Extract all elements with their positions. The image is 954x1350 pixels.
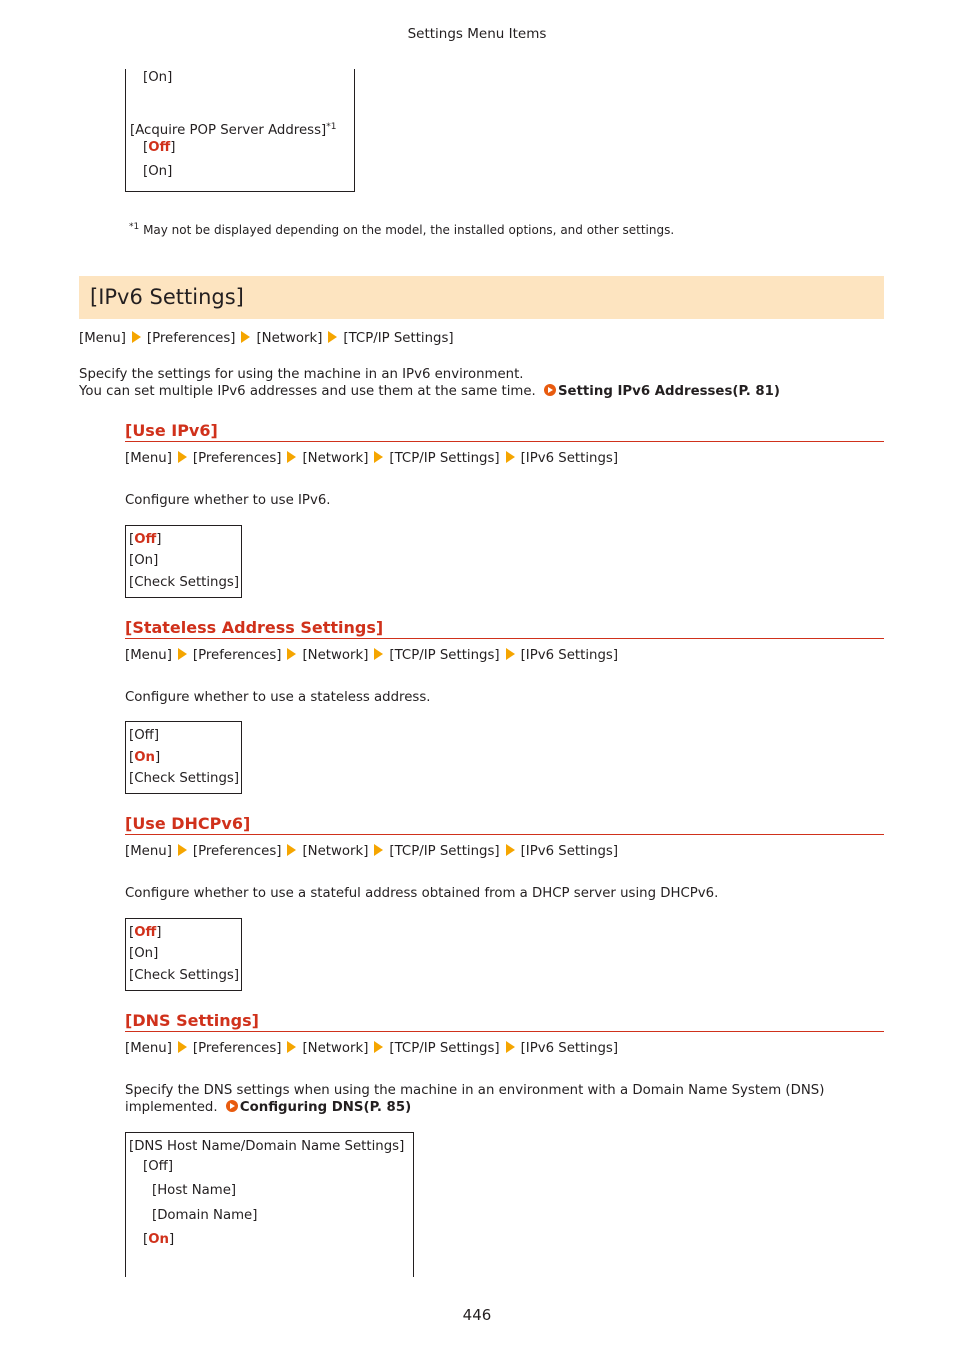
subsection-title-use-ipv6: [Use IPv6] [125,421,884,442]
arrow-icon [506,648,515,660]
stateless-description: Configure whether to use a stateless address. [125,690,431,705]
arrow-icon [506,844,515,856]
option-off: [Off] [129,728,160,743]
domain-name-item: [Domain Name] [152,1208,258,1223]
breadcrumb-main [79,330,454,348]
pop-settings-box [125,69,355,192]
option-check-settings: [Check Settings] [129,968,240,983]
option-off: [Off] [143,1159,174,1174]
arrow-icon [287,648,296,660]
section-description [79,366,780,400]
footnote-mark: *1 [129,222,140,232]
stateless-options-box [125,721,242,794]
on-option-2: [On] [143,164,173,179]
arrow-icon [287,451,296,463]
arrow-icon [178,1041,187,1053]
off-option-default: [Off] [143,140,176,155]
breadcrumb-item: [Preferences] [146,331,236,346]
description-line: You can set multiple IPv6 addresses and use them at the same time. Setting IPv6 Addresses(P. 81) [79,384,781,399]
description-line: Specify the DNS settings when using the machine in an environment with a Domain Name System (DNS) [125,1083,825,1098]
link-arrow-icon [226,1100,238,1112]
dns-options-box [125,1132,414,1277]
breadcrumb-dns: [Menu] [Preferences] [Network] [TCP/IP Settings] [IPv6 Settings] [125,1041,619,1056]
subsection-title-dns: [DNS Settings] [125,1011,884,1032]
arrow-icon [241,331,250,343]
option-on-default: [On] [143,1232,175,1247]
arrow-icon [374,451,383,463]
description-line: Specify the settings for using the machine in an IPv6 environment. [79,367,524,382]
breadcrumb-use-ipv6: [Menu] [Preferences] [Network] [TCP/IP Settings] [IPv6 Settings] [125,451,619,466]
arrow-icon [506,451,515,463]
dhcpv6-options-box [125,918,242,991]
arrow-icon [287,1041,296,1053]
breadcrumb-item: [TCP/IP Settings] [343,331,454,346]
arrow-icon [374,648,383,660]
arrow-icon [506,1041,515,1053]
acquire-pop-label: [Acquire POP Server Address]$^{*1}$ [130,122,337,138]
option-check-settings: [Check Settings] [129,575,240,590]
page-number: 446 [462,1306,492,1324]
running-header: Settings Menu Items [407,26,547,42]
dns-description [125,1082,824,1116]
arrow-icon [178,844,187,856]
arrow-icon [178,648,187,660]
on-option: [On] [143,70,173,85]
footnote [129,222,674,237]
dhcpv6-description: Configure whether to use a stateful address obtained from a DHCP server using DHCPv6. [125,886,719,901]
section-title: [IPv6 Settings] [90,285,244,309]
arrow-icon [374,844,383,856]
arrow-icon [374,1041,383,1053]
option-off-default: [Off] [129,532,162,547]
arrow-icon [328,331,337,343]
subsection-title-stateless: [Stateless Address Settings] [125,618,884,639]
option-on: [On] [129,946,159,961]
option-on: [On] [129,553,159,568]
description-line: implemented. Configuring DNS(P. 85) [125,1100,412,1115]
arrow-icon [178,451,187,463]
dns-host-domain-label: [DNS Host Name/Domain Name Settings] [129,1139,405,1154]
option-check-settings: [Check Settings] [129,771,240,786]
breadcrumb-stateless: [Menu] [Preferences] [Network] [TCP/IP Settings] [IPv6 Settings] [125,648,619,663]
breadcrumb-item: [Network] [256,331,323,346]
option-off-default: [Off] [129,925,162,940]
subsection-title-dhcpv6: [Use DHCPv6] [125,814,884,835]
arrow-icon [287,844,296,856]
option-on-default: [On] [129,750,161,765]
arrow-icon [132,331,141,343]
link-configuring-dns[interactable]: Configuring DNS(P. 85) [239,1100,412,1115]
breadcrumb-dhcpv6: [Menu] [Preferences] [Network] [TCP/IP Settings] [IPv6 Settings] [125,844,619,859]
breadcrumb-item: [Menu] [79,331,126,346]
footnote-text: May not be displayed depending on the model, the installed options, and other settings. [143,223,675,237]
link-setting-ipv6[interactable]: Setting IPv6 Addresses(P. 81) [557,384,781,399]
host-name-item: [Host Name] [152,1183,237,1198]
use-ipv6-options-box [125,525,242,598]
use-ipv6-description: Configure whether to use IPv6. [125,493,331,508]
section-banner [79,276,884,319]
link-arrow-icon [544,384,556,396]
